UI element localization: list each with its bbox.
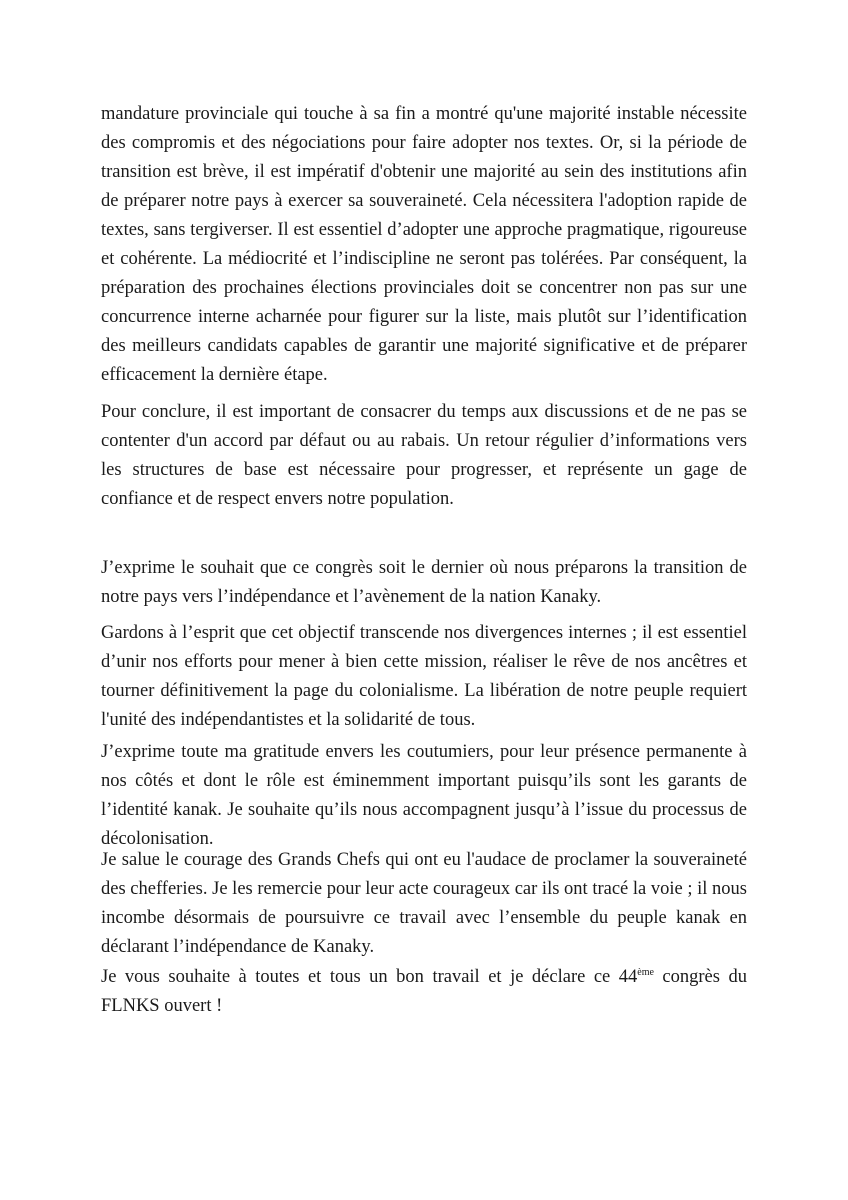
- paragraph-gratitude: [101, 738, 747, 854]
- paragraph-text: [101, 963, 747, 1021]
- paragraph-text: J’exprime le souhait que ce congrès soit le dernier où nous préparons la transition de notre pays vers l’indépendance et l’avènement de la nation Kanaky.: [101, 558, 747, 607]
- closing-text-after: congrès du FLNKS ouvert !: [101, 967, 747, 1016]
- paragraph-text: mandature provinciale qui touche à sa fin a montré qu'une majorité instable nécessite des compromis et des négociations pour faire adopter nos textes. Or, si la période de transition est brève, il est impératif d'obtenir une majorité au sein des institutions afin de préparer notre pays à exercer sa souveraineté. Cela nécessitera l'adoption rapide de textes, sans tergiverser. Il est essentiel d’adopter une approche pragmatique, rigoureuse et cohérente. La médiocrité et l’indiscipline ne seront pas tolérées. Par conséquent, la préparation des prochaines élections provinciales doit se concentrer non pas sur une concurrence interne acharnée pour figurer sur la liste, mais plutôt sur l’identification des meilleurs candidats capables de garantir une majorité significative et de préparer efficacement la dernière étape.: [101, 104, 747, 385]
- paragraph-closing: [101, 963, 747, 1021]
- paragraph-text: Pour conclure, il est important de consacrer du temps aux discussions et de ne pas se contenter d'un accord par défaut ou au rabais. Un retour régulier d’informations vers les structures de base est nécessaire pour progresser, et représente un gage de confiance et de respect envers notre population.: [101, 402, 747, 509]
- paragraph-unity: [101, 619, 747, 735]
- paragraph-text: Gardons à l’esprit que cet objectif transcende nos divergences internes ; il est essentiel d’unir nos efforts pour mener à bien cette mission, réaliser le rêve de nos ancêtres et tourner définitivement la page du colonialisme. La libération de notre peuple requiert l'unité des indépendantistes et la solidarité de tous.: [101, 623, 747, 730]
- paragraph-text: J’exprime toute ma gratitude envers les coutumiers, pour leur présence permanente à nos côtés et dont le rôle est éminemment important puisqu’ils sont les garants de l’identité kanak. Je souhaite qu’ils nous accompagnent jusqu’à l’issue du processus de décolonisation.: [101, 742, 747, 849]
- closing-text-before: Je vous souhaite à toutes et tous un bon travail et je déclare ce 44: [101, 967, 638, 987]
- paragraph-wish: [101, 554, 747, 612]
- paragraph-grands-chefs: [101, 846, 747, 962]
- closing-superscript: ème: [637, 966, 654, 978]
- paragraph-conclusion: [101, 398, 747, 514]
- paragraph-mandature: [101, 100, 747, 390]
- paragraph-text: Je salue le courage des Grands Chefs qui ont eu l'audace de proclamer la souveraineté des chefferies. Je les remercie pour leur acte courageux car ils ont tracé la voie ; il nous incombe désormais de poursuivre ce travail avec l’ensemble du peuple kanak en déclarant l’indépendance de Kanaky.: [101, 850, 747, 957]
